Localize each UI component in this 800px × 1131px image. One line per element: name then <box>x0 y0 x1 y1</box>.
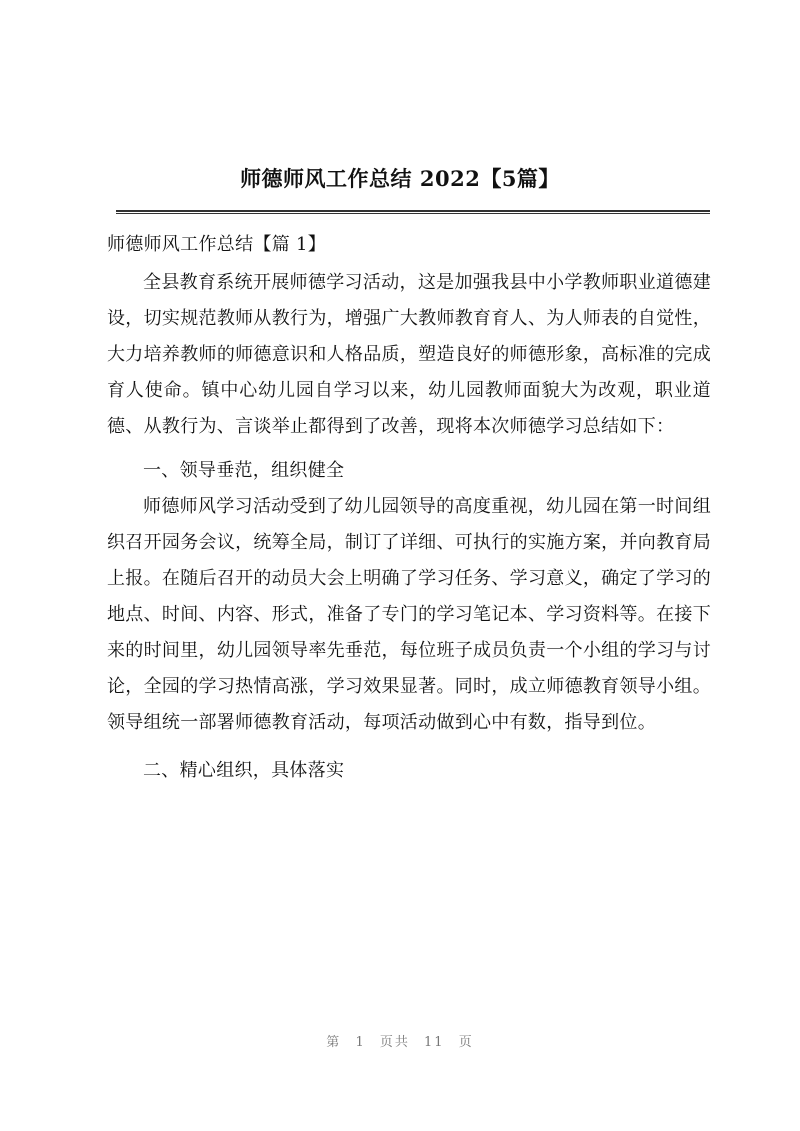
footer-total-pages: 11 <box>424 1035 445 1050</box>
intro-paragraph: 全县教育系统开展师德学习活动，这是加强我县中小学教师职业道德建设，切实规范教师从教行为，增强广大教师教育育人、为人师表的自觉性，大力培养教师的师德意识和人格品质，塑造良好的师德形象，高标准的完成育人使命。镇中心幼儿园自学习以来，幼儿园教师面貌大为改观，职业道德、从教行为、言谈举止都得到了改善，现将本次师德学习总结如下： <box>107 272 711 437</box>
section-subtitle: 师德师风工作总结【篇 1】 <box>107 234 327 255</box>
document-title: 师德师风工作总结 2022【5篇】 <box>240 166 560 191</box>
title-divider <box>116 210 710 214</box>
footer-current-page: 1 <box>355 1035 366 1050</box>
section-1-heading: 一、领导垂范，组织健全 <box>143 460 345 481</box>
page-footer <box>0 1031 800 1050</box>
footer-middle: 页共 <box>379 1035 410 1050</box>
section-2-heading: 二、精心组织，具体落实 <box>143 760 345 781</box>
footer-prefix: 第 <box>326 1035 342 1050</box>
section-1-paragraph: 师德师风学习活动受到了幼儿园领导的高度重视，幼儿园在第一时间组织召开园务会议，统筹全局，制订了详细、可执行的实施方案，并向教育局上报。在随后召开的动员大会上明确了学习任务、学习意义，确定了学习的地点、时间、内容、形式，准备了专门的学习笔记本、学习资料等。在接下来的时间里，幼儿园领导率先垂范，每位班子成员负责一个小组的学习与讨论，全园的学习热情高涨，学习效果显著。同时，成立师德教育领导小组。领导组统一部署师德教育活动，每项活动做到心中有数，指导到位。 <box>107 496 711 733</box>
document-body <box>107 227 711 789</box>
footer-suffix: 页 <box>458 1035 474 1050</box>
